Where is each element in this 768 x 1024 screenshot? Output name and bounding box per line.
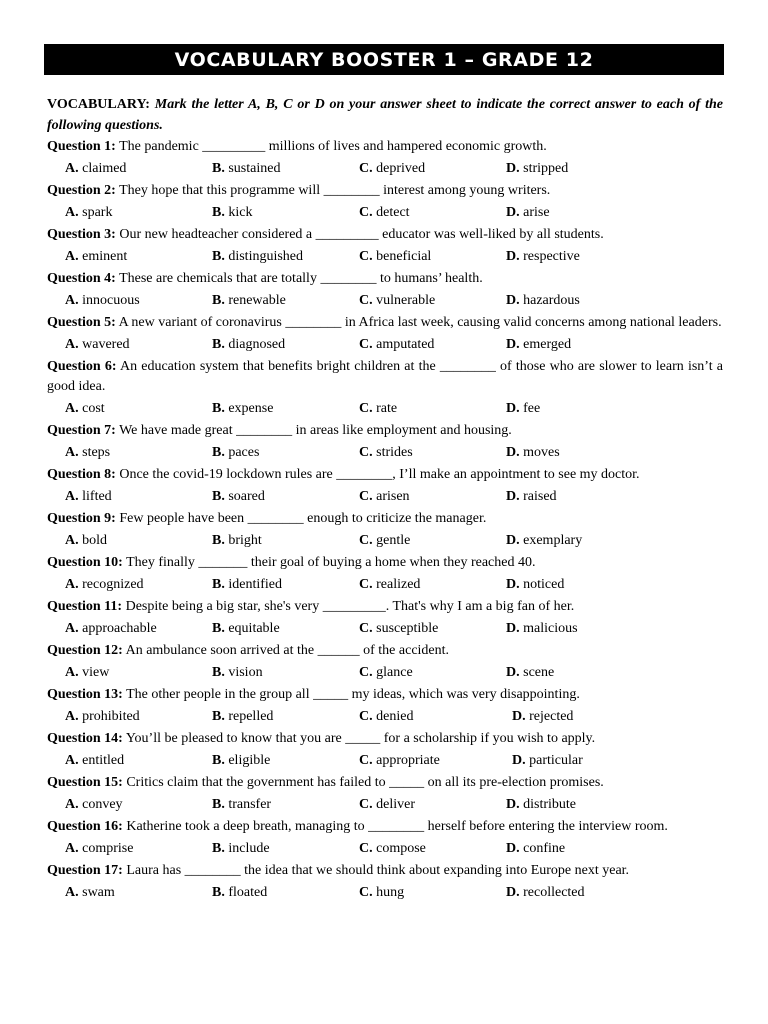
- question-number: Question 5:: [47, 315, 116, 330]
- question-item: [47, 421, 723, 465]
- option-c[interactable]: [359, 205, 506, 221]
- question-number: Question 7:: [47, 423, 116, 438]
- option-letter: A.: [65, 445, 79, 460]
- option-b[interactable]: [212, 161, 359, 177]
- option-text: steps: [82, 445, 111, 460]
- option-c[interactable]: [359, 577, 506, 593]
- question-item: [47, 553, 723, 597]
- option-a[interactable]: [65, 753, 212, 769]
- option-text: scene: [523, 665, 555, 680]
- option-text: wavered: [82, 337, 130, 352]
- option-letter: D.: [506, 621, 520, 636]
- option-text: stripped: [523, 161, 569, 176]
- option-text: distinguished: [228, 249, 304, 264]
- option-text: spark: [82, 205, 113, 220]
- option-letter: B.: [212, 665, 225, 680]
- question-number: Question 3:: [47, 227, 116, 242]
- option-letter: B.: [212, 249, 225, 264]
- option-a[interactable]: [65, 797, 212, 813]
- question-text: They finally _______ their goal of buying a home when they reached 40.: [126, 555, 536, 570]
- option-text: paces: [228, 445, 260, 460]
- option-text: deprived: [376, 161, 426, 176]
- option-letter: D.: [506, 533, 520, 548]
- option-text: lifted: [82, 489, 112, 504]
- option-d[interactable]: [506, 293, 580, 309]
- question-number: Question 15:: [47, 775, 123, 790]
- option-letter: D.: [506, 797, 520, 812]
- option-text: bright: [228, 533, 262, 548]
- option-text: transfer: [228, 797, 272, 812]
- question-number: Question 12:: [47, 643, 123, 658]
- option-text: susceptible: [376, 621, 439, 636]
- option-b[interactable]: [212, 621, 359, 637]
- option-text: comprise: [82, 841, 134, 856]
- question-stem: [47, 641, 723, 661]
- option-text: claimed: [82, 161, 127, 176]
- option-b[interactable]: [212, 753, 359, 769]
- question-stem: [47, 357, 723, 397]
- option-a[interactable]: [65, 293, 212, 309]
- instructions-text: Mark the letter A, B, C or D on your answer sheet to indicate the correct answer to each of the following questions.: [47, 97, 723, 133]
- option-c[interactable]: [359, 665, 506, 681]
- question-number: Question 6:: [47, 359, 117, 374]
- option-text: entitled: [82, 753, 125, 768]
- option-a[interactable]: [65, 205, 212, 221]
- question-number: Question 2:: [47, 183, 116, 198]
- option-a[interactable]: [65, 533, 212, 549]
- option-letter: C.: [359, 205, 373, 220]
- option-text: deliver: [376, 797, 415, 812]
- option-letter: C.: [359, 841, 373, 856]
- option-letter: A.: [65, 709, 79, 724]
- option-text: vision: [228, 665, 263, 680]
- option-letter: C.: [359, 577, 373, 592]
- question-stem: [47, 597, 723, 617]
- option-b[interactable]: [212, 337, 359, 353]
- option-letter: D.: [506, 401, 520, 416]
- answer-options: [47, 749, 723, 773]
- question-item: [47, 181, 723, 225]
- option-c[interactable]: [359, 249, 506, 265]
- answer-options: [47, 881, 723, 905]
- option-text: floated: [228, 885, 268, 900]
- option-text: compose: [376, 841, 426, 856]
- option-letter: D.: [506, 293, 520, 308]
- answer-options: [47, 661, 723, 685]
- question-item: [47, 729, 723, 773]
- question-stem: [47, 773, 723, 793]
- option-text: include: [228, 841, 270, 856]
- instructions-label: VOCABULARY:: [47, 97, 150, 112]
- option-letter: A.: [65, 841, 79, 856]
- option-letter: C.: [359, 753, 373, 768]
- option-text: moves: [523, 445, 560, 460]
- option-c[interactable]: [359, 401, 506, 417]
- option-text: appropriate: [376, 753, 440, 768]
- option-text: noticed: [523, 577, 565, 592]
- option-a[interactable]: [65, 489, 212, 505]
- question-text: Our new headteacher considered a _________ educator was well-liked by all students.: [119, 227, 604, 242]
- question-number: Question 13:: [47, 687, 123, 702]
- answer-options: [47, 793, 723, 817]
- option-letter: B.: [212, 621, 225, 636]
- option-d[interactable]: [512, 753, 583, 769]
- answer-options: [47, 837, 723, 861]
- option-letter: B.: [212, 885, 225, 900]
- option-b[interactable]: [212, 665, 359, 681]
- question-stem: [47, 685, 723, 705]
- option-letter: A.: [65, 489, 79, 504]
- option-letter: A.: [65, 797, 79, 812]
- option-letter: D.: [506, 445, 520, 460]
- option-b[interactable]: [212, 249, 359, 265]
- option-letter: C.: [359, 621, 373, 636]
- option-letter: D.: [506, 885, 520, 900]
- question-stem: [47, 421, 723, 441]
- answer-options: [47, 333, 723, 357]
- option-text: beneficial: [376, 249, 432, 264]
- option-letter: A.: [65, 205, 79, 220]
- option-letter: C.: [359, 337, 373, 352]
- option-letter: D.: [512, 753, 526, 768]
- question-text: A new variant of coronavirus ________ in Africa last week, causing valid concerns among national leaders.: [118, 315, 722, 330]
- question-number: Question 9:: [47, 511, 116, 526]
- question-text: An education system that benefits bright children at the ________ of those who are slower to learn isn’t a good idea.: [47, 359, 723, 394]
- option-d[interactable]: [506, 489, 557, 505]
- option-text: detect: [376, 205, 410, 220]
- question-stem: [47, 137, 723, 157]
- answer-options: [47, 529, 723, 553]
- option-a[interactable]: [65, 337, 212, 353]
- option-letter: B.: [212, 337, 225, 352]
- option-d[interactable]: [506, 797, 576, 813]
- option-a[interactable]: [65, 161, 212, 177]
- option-letter: C.: [359, 249, 373, 264]
- option-a[interactable]: [65, 577, 212, 593]
- answer-options: [47, 245, 723, 269]
- option-text: sustained: [228, 161, 281, 176]
- option-a[interactable]: [65, 445, 212, 461]
- option-letter: B.: [212, 797, 225, 812]
- option-letter: B.: [212, 489, 225, 504]
- option-b[interactable]: [212, 709, 359, 725]
- question-text: Despite being a big star, she's very _________. That's why I am a big fan of her.: [125, 599, 575, 614]
- option-text: emerged: [523, 337, 572, 352]
- option-letter: C.: [359, 445, 373, 460]
- option-letter: A.: [65, 621, 79, 636]
- option-letter: D.: [506, 665, 520, 680]
- option-text: identified: [228, 577, 282, 592]
- question-number: Question 4:: [47, 271, 116, 286]
- questions-container: [47, 137, 723, 905]
- option-c[interactable]: [359, 885, 506, 901]
- option-b[interactable]: [212, 205, 359, 221]
- answer-options: [47, 705, 723, 729]
- option-text: equitable: [228, 621, 280, 636]
- option-d[interactable]: [506, 885, 585, 901]
- question-stem: [47, 861, 723, 881]
- option-text: denied: [376, 709, 414, 724]
- option-text: strides: [376, 445, 413, 460]
- option-text: amputated: [376, 337, 435, 352]
- option-d[interactable]: [512, 709, 573, 725]
- option-text: swam: [82, 885, 115, 900]
- question-item: [47, 597, 723, 641]
- option-letter: B.: [212, 401, 225, 416]
- question-item: [47, 509, 723, 553]
- option-letter: A.: [65, 337, 79, 352]
- answer-options: [47, 157, 723, 181]
- option-b[interactable]: [212, 577, 359, 593]
- option-d[interactable]: [506, 533, 582, 549]
- option-b[interactable]: [212, 533, 359, 549]
- option-letter: A.: [65, 533, 79, 548]
- option-letter: C.: [359, 161, 373, 176]
- option-d[interactable]: [506, 205, 550, 221]
- question-stem: [47, 509, 723, 529]
- option-letter: B.: [212, 709, 225, 724]
- question-number: Question 10:: [47, 555, 123, 570]
- question-item: [47, 137, 723, 181]
- option-text: recollected: [523, 885, 585, 900]
- option-text: innocuous: [82, 293, 140, 308]
- option-text: raised: [523, 489, 557, 504]
- option-letter: A.: [65, 161, 79, 176]
- question-item: [47, 685, 723, 729]
- answer-options: [47, 485, 723, 509]
- question-text: Laura has ________ the idea that we should think about expanding into Europe next year.: [126, 863, 630, 878]
- option-letter: D.: [506, 489, 520, 504]
- question-number: Question 17:: [47, 863, 123, 878]
- answer-options: [47, 441, 723, 465]
- question-item: [47, 773, 723, 817]
- option-c[interactable]: [359, 445, 506, 461]
- question-number: Question 16:: [47, 819, 123, 834]
- option-text: distribute: [523, 797, 577, 812]
- answer-options: [47, 397, 723, 421]
- option-b[interactable]: [212, 445, 359, 461]
- question-stem: [47, 729, 723, 749]
- option-d[interactable]: [506, 161, 568, 177]
- question-text: Critics claim that the government has failed to _____ on all its pre-election promises.: [126, 775, 604, 790]
- option-letter: C.: [359, 665, 373, 680]
- option-letter: D.: [506, 841, 520, 856]
- option-letter: B.: [212, 445, 225, 460]
- option-d[interactable]: [506, 577, 564, 593]
- option-text: respective: [523, 249, 580, 264]
- question-item: [47, 313, 723, 357]
- question-text: We have made great ________ in areas like employment and housing.: [119, 423, 512, 438]
- option-letter: C.: [359, 293, 373, 308]
- option-letter: C.: [359, 533, 373, 548]
- option-text: prohibited: [82, 709, 140, 724]
- option-letter: A.: [65, 665, 79, 680]
- option-c[interactable]: [359, 709, 512, 725]
- option-letter: A.: [65, 401, 79, 416]
- option-d[interactable]: [506, 841, 565, 857]
- question-item: [47, 225, 723, 269]
- option-c[interactable]: [359, 293, 506, 309]
- option-a[interactable]: [65, 401, 212, 417]
- option-b[interactable]: [212, 401, 359, 417]
- question-stem: [47, 465, 723, 485]
- option-text: glance: [376, 665, 413, 680]
- option-letter: D.: [506, 205, 520, 220]
- option-text: recognized: [82, 577, 144, 592]
- option-text: fee: [523, 401, 541, 416]
- question-stem: [47, 225, 723, 245]
- option-text: repelled: [228, 709, 274, 724]
- option-letter: B.: [212, 841, 225, 856]
- question-number: Question 14:: [47, 731, 123, 746]
- option-letter: A.: [65, 753, 79, 768]
- question-stem: [47, 181, 723, 201]
- option-c[interactable]: [359, 489, 506, 505]
- option-text: kick: [228, 205, 253, 220]
- option-letter: B.: [212, 533, 225, 548]
- option-letter: D.: [512, 709, 526, 724]
- question-item: [47, 465, 723, 509]
- option-text: particular: [529, 753, 583, 768]
- option-letter: C.: [359, 489, 373, 504]
- question-number: Question 8:: [47, 467, 116, 482]
- option-text: hung: [376, 885, 405, 900]
- question-text: Katherine took a deep breath, managing to ________ herself before entering the interview room.: [126, 819, 668, 834]
- answer-options: [47, 289, 723, 313]
- option-text: gentle: [376, 533, 411, 548]
- option-d[interactable]: [506, 249, 580, 265]
- option-a[interactable]: [65, 709, 212, 725]
- option-text: expense: [228, 401, 274, 416]
- option-c[interactable]: [359, 161, 506, 177]
- option-text: realized: [376, 577, 421, 592]
- option-text: rejected: [529, 709, 574, 724]
- question-stem: [47, 817, 723, 837]
- option-d[interactable]: [506, 337, 571, 353]
- option-text: convey: [82, 797, 123, 812]
- option-letter: A.: [65, 577, 79, 592]
- option-text: soared: [228, 489, 265, 504]
- option-d[interactable]: [506, 621, 578, 637]
- option-letter: D.: [506, 337, 520, 352]
- option-b[interactable]: [212, 489, 359, 505]
- question-item: [47, 269, 723, 313]
- option-a[interactable]: [65, 621, 212, 637]
- option-c[interactable]: [359, 337, 506, 353]
- option-text: arisen: [376, 489, 410, 504]
- option-c[interactable]: [359, 533, 506, 549]
- question-text: You’ll be pleased to know that you are _____ for a scholarship if you wish to apply.: [125, 731, 596, 746]
- option-d[interactable]: [506, 401, 540, 417]
- option-text: eligible: [228, 753, 271, 768]
- option-text: cost: [82, 401, 105, 416]
- option-text: eminent: [82, 249, 128, 264]
- option-c[interactable]: [359, 841, 506, 857]
- option-letter: B.: [212, 753, 225, 768]
- answer-options: [47, 201, 723, 225]
- option-text: diagnosed: [228, 337, 286, 352]
- option-d[interactable]: [506, 665, 554, 681]
- page-title: VOCABULARY BOOSTER 1 – GRADE 12: [44, 44, 724, 75]
- option-letter: C.: [359, 885, 373, 900]
- answer-options: [47, 573, 723, 597]
- option-letter: A.: [65, 249, 79, 264]
- option-text: confine: [523, 841, 566, 856]
- option-a[interactable]: [65, 841, 212, 857]
- option-letter: B.: [212, 577, 225, 592]
- answer-options: [47, 617, 723, 641]
- option-c[interactable]: [359, 797, 506, 813]
- option-text: hazardous: [523, 293, 580, 308]
- option-text: bold: [82, 533, 108, 548]
- option-letter: D.: [506, 249, 520, 264]
- option-text: rate: [376, 401, 398, 416]
- option-text: view: [82, 665, 110, 680]
- option-letter: D.: [506, 577, 520, 592]
- option-text: malicious: [523, 621, 578, 636]
- option-b[interactable]: [212, 885, 359, 901]
- question-number: Question 11:: [47, 599, 123, 614]
- question-number: Question 1:: [47, 139, 116, 154]
- option-d[interactable]: [506, 445, 560, 461]
- option-letter: B.: [212, 161, 225, 176]
- question-text: These are chemicals that are totally ________ to humans’ health.: [119, 271, 483, 286]
- option-letter: B.: [212, 205, 225, 220]
- option-letter: C.: [359, 401, 373, 416]
- option-a[interactable]: [65, 885, 212, 901]
- option-letter: C.: [359, 797, 373, 812]
- question-stem: [47, 269, 723, 289]
- question-item: [47, 357, 723, 421]
- question-text: The other people in the group all _____ my ideas, which was very disappointing.: [126, 687, 580, 702]
- option-letter: B.: [212, 293, 225, 308]
- question-text: They hope that this programme will ________ interest among young writers.: [119, 183, 551, 198]
- option-b[interactable]: [212, 293, 359, 309]
- question-text: The pandemic _________ millions of lives and hampered economic growth.: [119, 139, 547, 154]
- option-c[interactable]: [359, 621, 506, 637]
- option-text: arise: [523, 205, 550, 220]
- option-letter: A.: [65, 885, 79, 900]
- option-a[interactable]: [65, 249, 212, 265]
- option-text: approachable: [82, 621, 157, 636]
- option-text: exemplary: [523, 533, 583, 548]
- option-letter: A.: [65, 293, 79, 308]
- question-item: [47, 861, 723, 905]
- option-b[interactable]: [212, 841, 359, 857]
- option-b[interactable]: [212, 797, 359, 813]
- option-a[interactable]: [65, 665, 212, 681]
- question-stem: [47, 553, 723, 573]
- option-text: vulnerable: [376, 293, 436, 308]
- question-text: Once the covid-19 lockdown rules are ________, I’ll make an appointment to see my doctor.: [119, 467, 640, 482]
- instructions: [47, 94, 723, 136]
- question-stem: [47, 313, 723, 333]
- question-item: [47, 817, 723, 861]
- question-list: [47, 94, 723, 905]
- option-letter: C.: [359, 709, 373, 724]
- question-text: Few people have been ________ enough to criticize the manager.: [119, 511, 487, 526]
- option-c[interactable]: [359, 753, 512, 769]
- question-text: An ambulance soon arrived at the ______ of the accident.: [125, 643, 450, 658]
- option-text: renewable: [228, 293, 286, 308]
- question-item: [47, 641, 723, 685]
- option-letter: D.: [506, 161, 520, 176]
